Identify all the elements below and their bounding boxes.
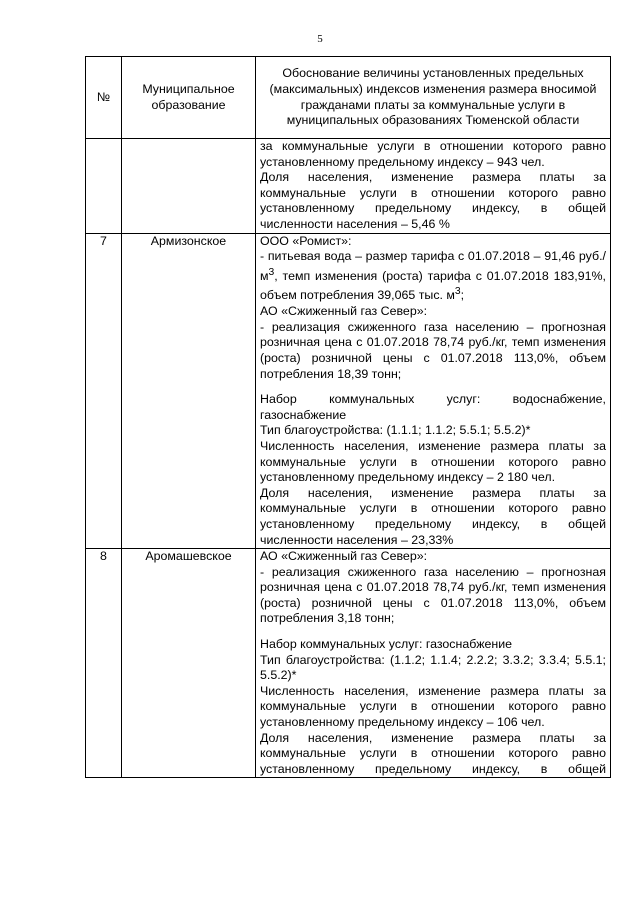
supplier-name: АО «Сжиженный газ Север»: [260,304,428,319]
row-number: 8 [86,549,122,778]
supplier-tariff-text: - реализация сжиженного газа населению – прогнозная розничная цена с 01.07.2018 78,74 руб./кг, темп изменения (роста) розничной цены с 01.07.2018 113,0%, объем потребления 18,39 тонн; [260,319,606,381]
supplier-tariff-text [260,249,606,304]
share-text: Доля населения, изменение размера платы за коммунальные услуги в отношении которого равно установленному предельному индексу, в общей [260,730,606,776]
tariff-text-a: - питьевая вода – размер тарифа с 01.07.2018 – 91,46 руб./м [260,249,606,283]
table-row-8 [86,549,611,778]
row-municipality: Армизонское [122,233,256,549]
row-municipality [122,139,256,234]
header-justification: Обоснование величины установленных предельных (максимальных) индексов изменения размера вносимой гражданами платы за коммунальные услуги в муниципальных образованиях Тюменской области [256,57,611,139]
unit-superscript: 3 [268,266,275,278]
row-number: 7 [86,233,122,549]
paragraph-gap [260,382,606,392]
supplier-name: АО «Сжиженный газ Север»: [260,549,428,564]
row-number [86,139,122,234]
row-municipality: Аромашевское [122,549,256,778]
supplier-tariff-text: - реализация сжиженного газа населению – прогнозная розничная цена с 01.07.2018 78,74 руб./кг, темп изменения (роста) розничной цены с 01.07.2018 113,0%, объем потребления 3,18 тонн; [260,564,606,626]
improvement-type-text: Тип благоустройства: (1.1.2; 1.1.4; 2.2.2; 3.3.2; 3.3.4; 5.5.1; 5.5.2)* [260,652,606,683]
table-header-row [86,57,611,139]
table-row-7 [86,233,611,549]
share-text: Доля населения, изменение размера платы за коммунальные услуги в отношении которого равно установленному предельному индексу, в общей численности населения – 23,33% [260,485,606,547]
row-justification [256,139,611,234]
services-text: Набор коммунальных услуг: водоснабжение, газоснабжение [260,392,606,422]
table-row-continuation [86,139,611,234]
row-justification [256,549,611,778]
municipal-index-table [85,56,611,778]
share-text: Доля населения, изменение размера платы за коммунальные услуги в отношении которого равно установленному предельному индексу, в общей численности населения – 5,46 % [260,170,606,231]
population-text: Численность населения, изменение размера платы за коммунальные услуги в отношении которого равно установленному предельному индексу – 2 180 чел. [260,438,606,485]
header-municipality: Муниципальное образование [122,57,256,139]
improvement-type-text: Тип благоустройства: (1.1.1; 1.1.2; 5.5.1; 5.5.2)* [260,423,531,438]
paragraph-gap [260,627,606,637]
population-text: Численность населения, изменение размера платы за коммунальные услуги в отношении которого равно установленному предельному индексу – 106 чел. [260,683,606,730]
unit-superscript: 3 [454,286,461,298]
row-justification [256,233,611,549]
page-number: 5 [317,33,323,45]
header-number: № [86,57,122,139]
tariff-text-b: , темп изменения (роста) тарифа с 01.07.2018 183,91%, объем потребления 39,065 тыс. м [260,268,606,303]
population-text: за коммунальные услуги в отношении которого равно установленному предельному индексу – 943 чел. [260,139,606,169]
supplier-name: ООО «Ромист»: [260,233,352,248]
services-text: Набор коммунальных услуг: газоснабжение [260,637,513,652]
tariff-text-c: ; [460,288,465,303]
